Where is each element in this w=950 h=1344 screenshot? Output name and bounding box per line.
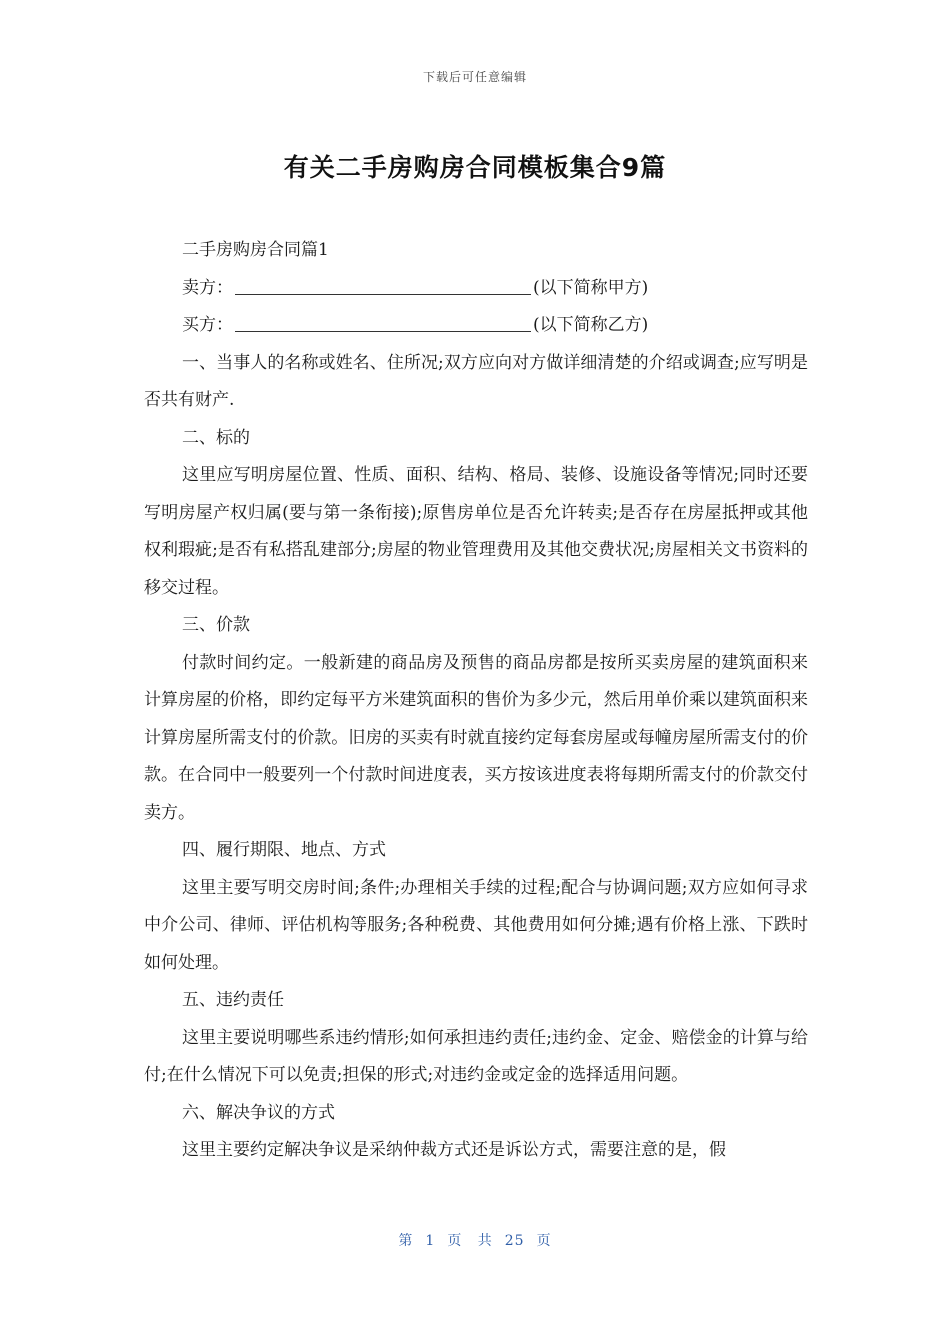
section-5-heading: 五、违约责任 [182, 990, 284, 1010]
footer-current-page: 1 [425, 1233, 436, 1249]
footer-page-word: 第 [398, 1233, 414, 1249]
buyer-line [144, 307, 808, 345]
section-5-body: 这里主要说明哪些系违约情形;如何承担违约责任;违约金、定金、赔偿金的计算与给付;在什么情况下可以免责;担保的形式;对违约金或定金的选择适用问题。 [144, 1027, 808, 1085]
buyer-label: 买方： [182, 315, 233, 335]
document-title: 有关二手房购房合同模板集合9篇 [283, 153, 667, 182]
header-note: 下载后可任意编辑 [422, 70, 527, 84]
section-2-body: 这里应写明房屋位置、性质、面积、结构、格局、装修、设施设备等情况;同时还要写明房屋产权归属(要与第一条衔接);原售房单位是否允许转卖;是否存在房屋抵押或其他权利瑕疵;是否有私搭乱建部分;房屋的物业管理费用及其他交费状况;房屋相关文书资料的移交过程。 [144, 465, 808, 598]
page-footer [0, 1230, 950, 1250]
section-4-body: 这里主要写明交房时间;条件;办理相关手续的过程;配合与协调问题;双方应如何寻求中介公司、律师、评估机构等服务;各种税费、其他费用如何分摊;遇有价格上涨、下跌时如何处理。 [144, 877, 808, 973]
seller-line [144, 270, 808, 308]
buyer-blank-line [235, 313, 531, 332]
section-6-heading: 六、解决争议的方式 [182, 1102, 335, 1123]
section-1-heading: 一、当事人的名称或姓名、住所况;双方应向对方做详细清楚的介绍或调查;应写明是否共有财产. [144, 352, 808, 410]
seller-blank-line [235, 276, 531, 295]
section-6-body: 这里主要约定解决争议是采纳仲裁方式还是诉讼方式，需要注意的是，假 [182, 1140, 726, 1160]
section-3-body: 付款时间约定。一般新建的商品房及预售的商品房都是按所买卖房屋的建筑面积来计算房屋的价格，即约定每平方米建筑面积的售价为多少元，然后用单价乘以建筑面积来计算房屋所需支付的价款。旧房的买卖有时就直接约定每套房屋或每幢房屋所需支付的价款。在合同中一般要列一个付款时间进度表，买方按该进度表将每期所需支付的价款交付卖方。 [144, 652, 808, 823]
seller-label: 卖方： [182, 277, 233, 298]
section-4-heading: 四、履行期限、地点、方式 [182, 840, 386, 860]
contract-heading: 二手房购房合同篇1 [182, 240, 329, 260]
footer-end-word: 页 [536, 1233, 552, 1249]
document-body [144, 232, 808, 1170]
footer-total-pages: 25 [504, 1233, 525, 1249]
section-2-heading: 二、标的 [182, 427, 250, 448]
section-3-heading: 三、价款 [182, 615, 250, 635]
buyer-suffix: (以下简称乙方) [533, 315, 649, 335]
seller-suffix: (以下简称甲方) [533, 277, 649, 298]
footer-middle-word: 页 共 [447, 1233, 493, 1249]
